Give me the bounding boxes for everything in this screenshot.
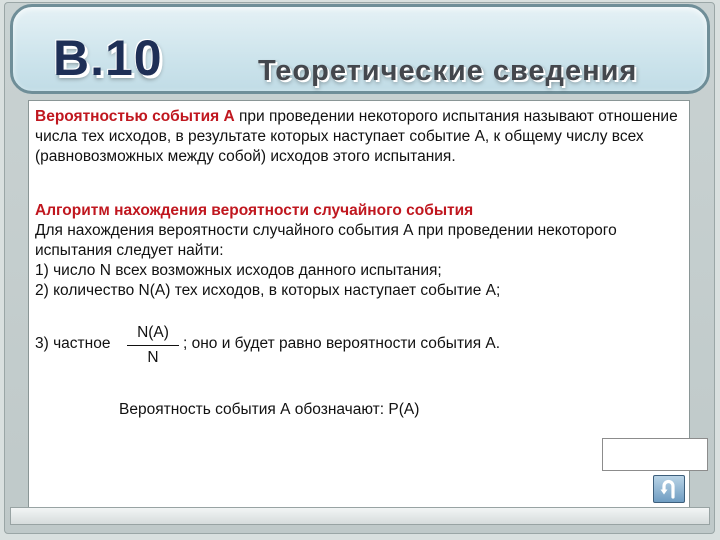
u-turn-arrow-icon [658,478,680,500]
definition-term: Вероятностью события А [35,108,235,125]
definition-text: при проведении некоторого испытания называют отношение числа тех исходов, в результате которых наступает событие А, к общему числу всех (равновозможных между собой) исходов этого испытания. [35,108,678,165]
fraction-bar [127,345,179,346]
slide-title: Теоретические сведения [258,55,638,87]
probability-fraction [127,323,179,368]
algorithm-section [35,201,687,301]
algorithm-step-1: 1) число N всех возможных исходов данного испытания; [35,262,442,279]
slide-number: B.10 [53,30,163,86]
algorithm-step-2: 2) количество N(A) тех исходов, в которых наступает событие А; [35,282,501,299]
content-panel [28,100,690,510]
fraction-denominator: N [147,349,159,366]
slide-header [10,4,710,94]
algorithm-heading: Алгоритм нахождения вероятности случайного события [35,202,474,219]
definition-paragraph [35,107,687,167]
fraction-numerator: N(A) [137,324,169,341]
notation-text: Вероятность события А обозначают: Р(А) [119,401,420,418]
algorithm-intro: Для нахождения вероятности случайного события А при проведении некоторого испытания следует найти: [35,222,617,259]
step-3-prefix: 3) частное [35,335,111,352]
bottom-bar [10,507,710,525]
step-3-suffix: ; оно и будет равно вероятности события А. [183,335,501,352]
answer-box [602,438,708,471]
algorithm-step-3 [35,323,685,365]
return-button[interactable] [653,475,685,503]
